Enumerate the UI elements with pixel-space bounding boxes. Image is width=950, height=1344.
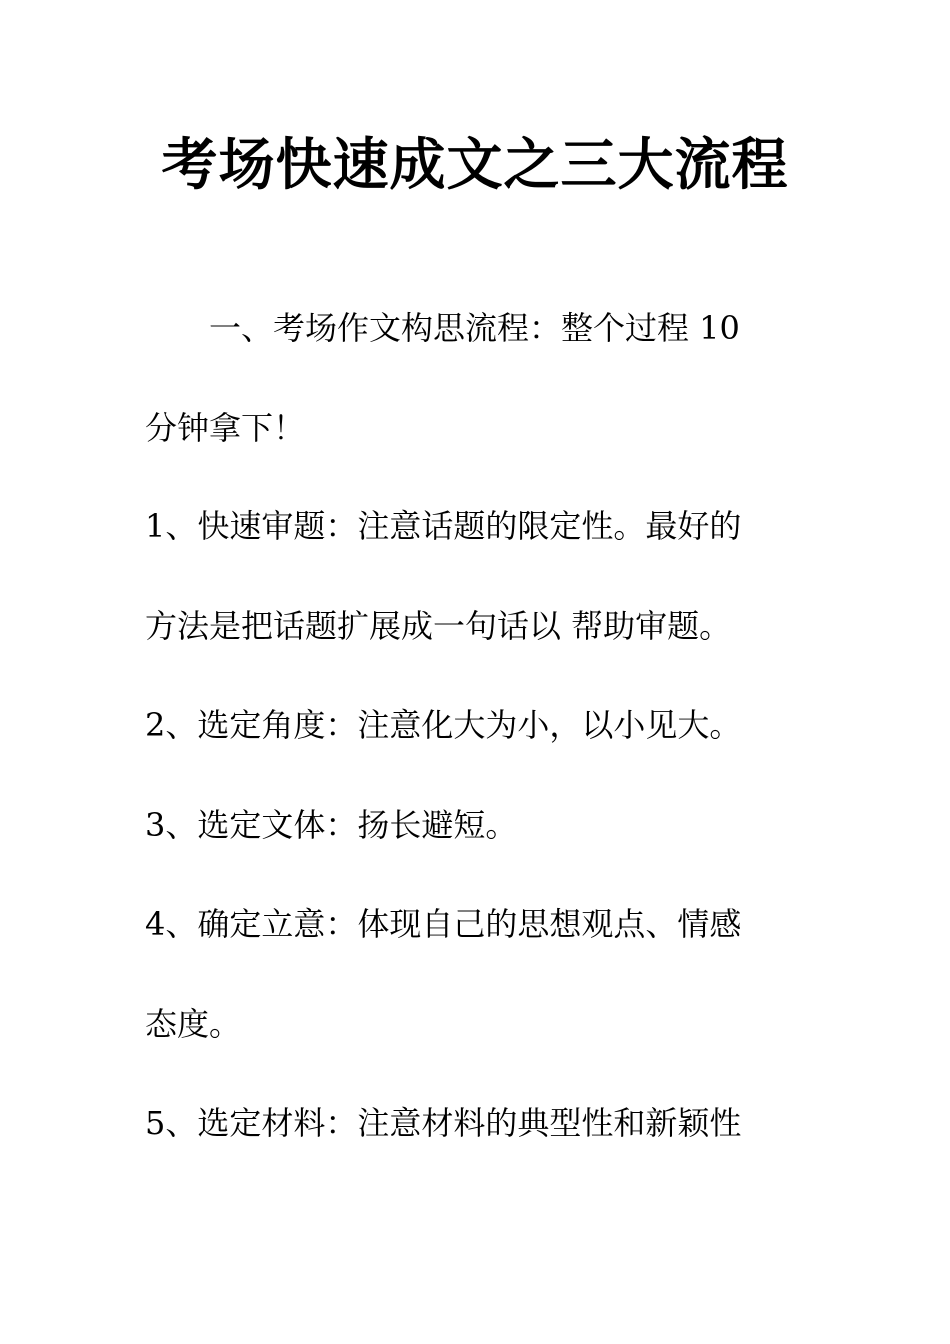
paragraph-line: 方法是把话题扩展成一句话以 帮助审题。 — [145, 607, 732, 645]
paragraph-line: 3、选定文体：扬长避短。 — [145, 806, 518, 844]
paragraph-line: 2、选定角度：注意化大为小，以小见大。 — [145, 706, 742, 744]
document-title: 考场快速成文之三大流程 — [161, 133, 789, 198]
paragraph-line: 1、快速审题：注意话题的限定性。最好的 — [145, 507, 742, 545]
paragraph-line: 分钟拿下！ — [145, 409, 306, 447]
paragraph-line: 一、考场作文构思流程：整个过程 10 — [145, 309, 740, 347]
paragraph-line: 5、选定材料：注意材料的典型性和新颖性 — [145, 1104, 742, 1142]
paragraph-line: 态度。 — [145, 1005, 242, 1043]
paragraph-line: 4、确定立意：体现自己的思想观点、情感 — [145, 905, 742, 943]
